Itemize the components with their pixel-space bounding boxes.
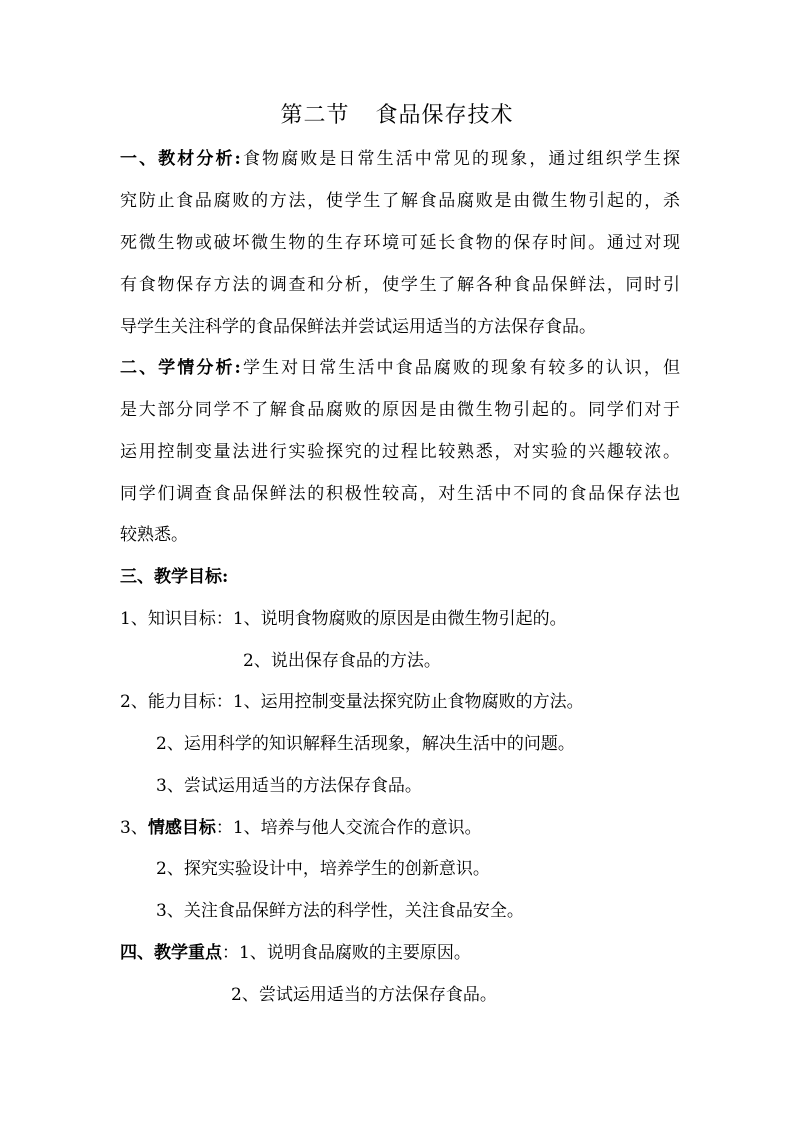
knowledge-goal-item-1: 1、说明食物腐败的原因是由微生物引起的。 bbox=[232, 609, 567, 629]
section-2-line-5: 较熟悉。 bbox=[120, 525, 188, 545]
ability-goal-item-2: 2、运用科学的知识解释生活现象，解决生活中的问题。 bbox=[156, 734, 575, 754]
section-3-heading: 三、教学目标: bbox=[120, 567, 229, 587]
section-4-item-2: 2、尝试运用适当的方法保存食品。 bbox=[231, 985, 497, 1005]
page-title bbox=[0, 101, 794, 131]
ability-goal-line-1 bbox=[120, 690, 680, 714]
ability-goal-item-1: 1、运用控制变量法探究防止食物腐败的方法。 bbox=[232, 692, 584, 712]
section-1-line-1 bbox=[120, 147, 680, 171]
knowledge-goal-item-2: 2、说出保存食品的方法。 bbox=[243, 651, 441, 671]
title-section-number: 第二节 bbox=[280, 103, 350, 128]
knowledge-goal-prefix: 1、知识目标： bbox=[120, 609, 233, 629]
emotion-goal-label: 情感目标 bbox=[147, 818, 216, 838]
knowledge-goal-line-1 bbox=[120, 607, 680, 631]
section-1-line-4: 有食物保存方法的调查和分析，使学生了解各种食品保鲜法，同时引 bbox=[120, 275, 680, 295]
section-2-line-3: 运用控制变量法进行实验探究的过程比较熟悉，对实验的兴趣较浓。 bbox=[120, 442, 680, 462]
ability-goal-item-3: 3、尝试运用适当的方法保存食品。 bbox=[156, 776, 422, 796]
emotion-goal-item-2: 2、探究实验设计中，培养学生的创新意识。 bbox=[156, 859, 490, 879]
section-1-line-2: 究防止食品腐败的方法，使学生了解食品腐败是由微生物引起的，杀 bbox=[120, 191, 680, 211]
section-1-text: 食物腐败是日常生活中常见的现象，通过组织学生探 bbox=[240, 149, 680, 169]
section-2-line-1 bbox=[120, 356, 680, 380]
title-topic: 食品保存技术 bbox=[375, 103, 514, 128]
emotion-goal-item-1: ：1、培养与他人交流合作的意识。 bbox=[215, 818, 482, 838]
section-1-heading: 一、教材分析: bbox=[120, 149, 241, 169]
section-2-text: 学生对日常生活中食品腐败的现象有较多的认识，但 bbox=[240, 358, 680, 378]
section-4-heading: 四、教学重点 bbox=[120, 943, 222, 963]
emotion-goal-item-3: 3、关注食品保鲜方法的科学性，关注食品安全。 bbox=[156, 901, 524, 921]
emotion-goal-prefix: 3、 bbox=[120, 818, 148, 838]
ability-goal-prefix: 2、能力目标： bbox=[120, 692, 233, 712]
section-4-colon: ： bbox=[222, 943, 239, 963]
section-4-line-1 bbox=[120, 941, 680, 965]
section-1-line-5: 导学生关注科学的食品保鲜法并尝试运用适当的方法保存食品。 bbox=[120, 317, 596, 337]
section-4-item-1: 1、说明食品腐败的主要原因。 bbox=[239, 943, 471, 963]
emotion-goal-line-1 bbox=[120, 816, 680, 840]
section-2-heading: 二、学情分析: bbox=[120, 358, 241, 378]
section-2-line-4: 同学们调查食品保鲜法的积极性较高，对生活中不同的食品保存法也 bbox=[120, 484, 680, 504]
section-1-line-3: 死微生物或破坏微生物的生存环境可延长食物的保存时间。通过对现 bbox=[120, 233, 680, 253]
section-2-line-2: 是大部分同学不了解食品腐败的原因是由微生物引起的。同学们对于 bbox=[120, 400, 680, 420]
